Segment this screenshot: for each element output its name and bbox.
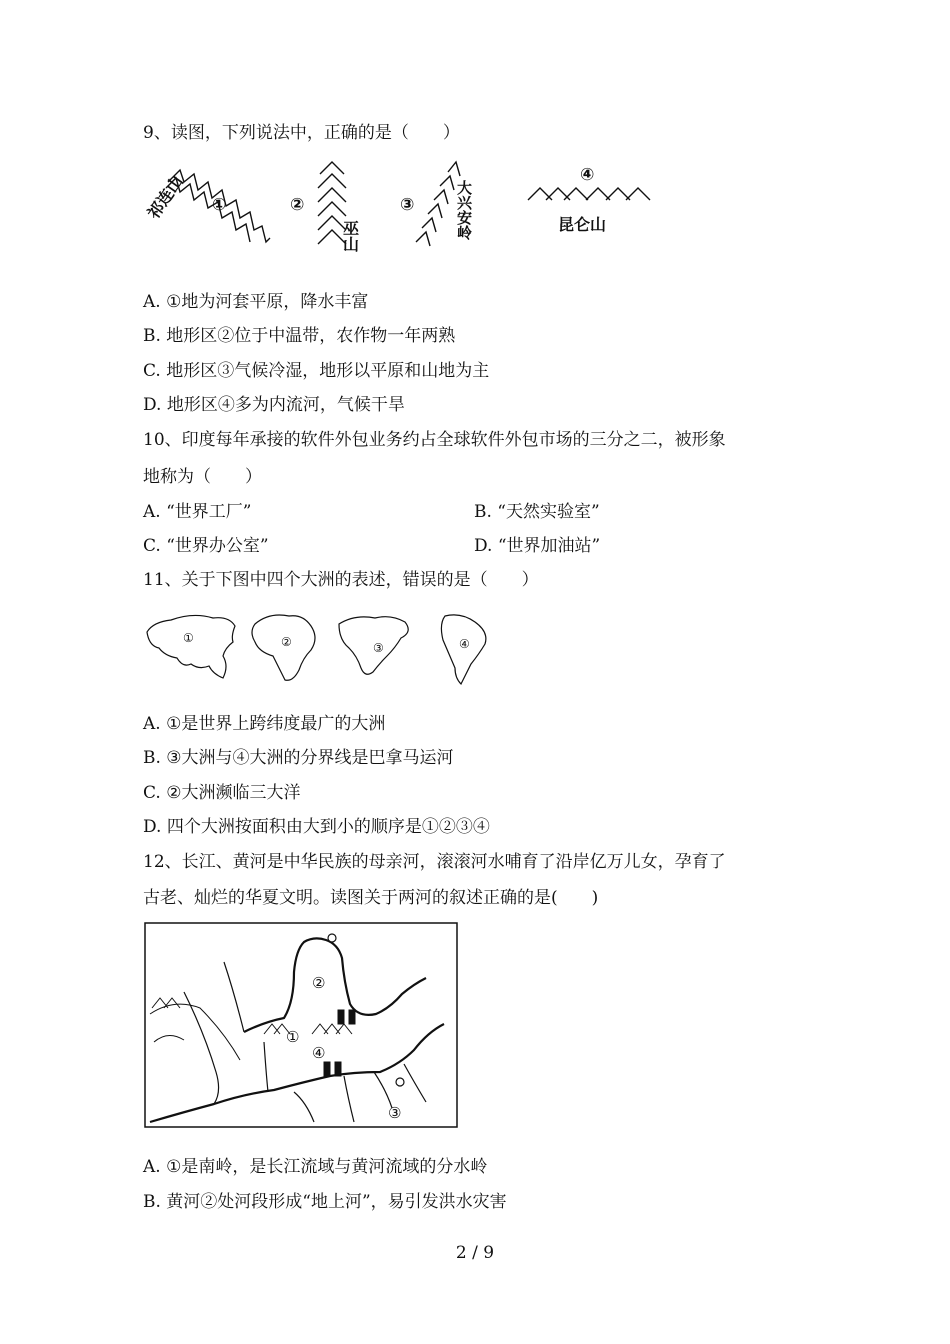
continent-3-label: ③ — [373, 641, 384, 655]
q9-option-a: A. ①地为河套平原，降水丰富 — [143, 292, 369, 312]
q10-option-c: C. “世界办公室” — [143, 536, 269, 556]
q12-stem-line2: 古老、灿烂的华夏文明。读图关于两河的叙述正确的是( ) — [143, 888, 599, 908]
continent-4-label: ④ — [459, 637, 470, 651]
mountain-3-num: ③ — [400, 195, 415, 215]
q12-option-b: B. 黄河②处河段形成“地上河”，易引发洪水灾害 — [143, 1192, 507, 1212]
map-label-1: ① — [286, 1028, 300, 1046]
q11-option-a: A. ①是世界上跨纬度最广的大洲 — [143, 714, 386, 734]
q10-stem-line1: 10、印度每年承接的软件外包业务约占全球软件外包市场的三分之二，被形象 — [143, 430, 726, 450]
q9-option-b: B. 地形区②位于中温带，农作物一年两熟 — [143, 326, 456, 346]
mountain-3-ridge-icon — [416, 162, 460, 246]
mountain-1-name-a: 祁连山 — [143, 172, 187, 223]
q10-stem-line2: 地称为（ ） — [143, 467, 262, 487]
asia-outline-icon — [147, 615, 235, 678]
q12-rivers-map — [144, 922, 458, 1128]
q11-stem: 11、关于下图中四个大洲的表述，错误的是（ ） — [143, 570, 539, 590]
mountain-3-name: 大兴安岭 — [455, 180, 473, 240]
q9-stem: 9、读图，下列说法中，正确的是（ ） — [143, 123, 460, 143]
q12-option-a: A. ①是南岭，是长江流域与黄河流域的分水岭 — [143, 1157, 488, 1177]
continent-2-label: ② — [281, 635, 292, 649]
map-label-3: ③ — [388, 1104, 402, 1122]
page-number: 2 / 9 — [455, 1243, 495, 1263]
map-label-2: ② — [312, 974, 326, 992]
q10-option-d: D. “世界加油站” — [474, 536, 601, 556]
q11-option-c: C. ②大洲濒临三大洋 — [143, 783, 301, 803]
q11-option-b: B. ③大洲与④大洲的分界线是巴拿马运河 — [143, 748, 454, 768]
q11-option-d: D. 四个大洲按面积由大到小的顺序是①②③④ — [143, 817, 490, 837]
mountain-4-num: ④ — [580, 165, 595, 185]
mountain-4-name: 昆仑山 — [558, 215, 607, 234]
q9-option-d: D. 地形区④多为内流河，气候干旱 — [143, 395, 405, 415]
continent-1-label: ① — [183, 631, 194, 645]
q9-option-c: C. 地形区③气候冷湿，地形以平原和山地为主 — [143, 361, 490, 381]
q10-option-b: B. “天然实验室” — [474, 502, 600, 522]
q12-stem-line1: 12、长江、黄河是中华民族的母亲河，滚滚河水哺育了沿岸亿万儿女，孕育了 — [143, 852, 726, 872]
q11-continents-figure — [143, 608, 513, 688]
mountain-2-name: 巫山 — [340, 220, 360, 252]
q10-option-a: A. “世界工厂” — [143, 502, 252, 522]
map-label-4: ④ — [312, 1044, 326, 1062]
mountain-4-ridge-icon — [528, 188, 650, 200]
q9-mountain-figure — [143, 160, 670, 260]
mountain-1-num: ① — [212, 195, 227, 215]
mountain-2-num: ② — [290, 195, 305, 215]
